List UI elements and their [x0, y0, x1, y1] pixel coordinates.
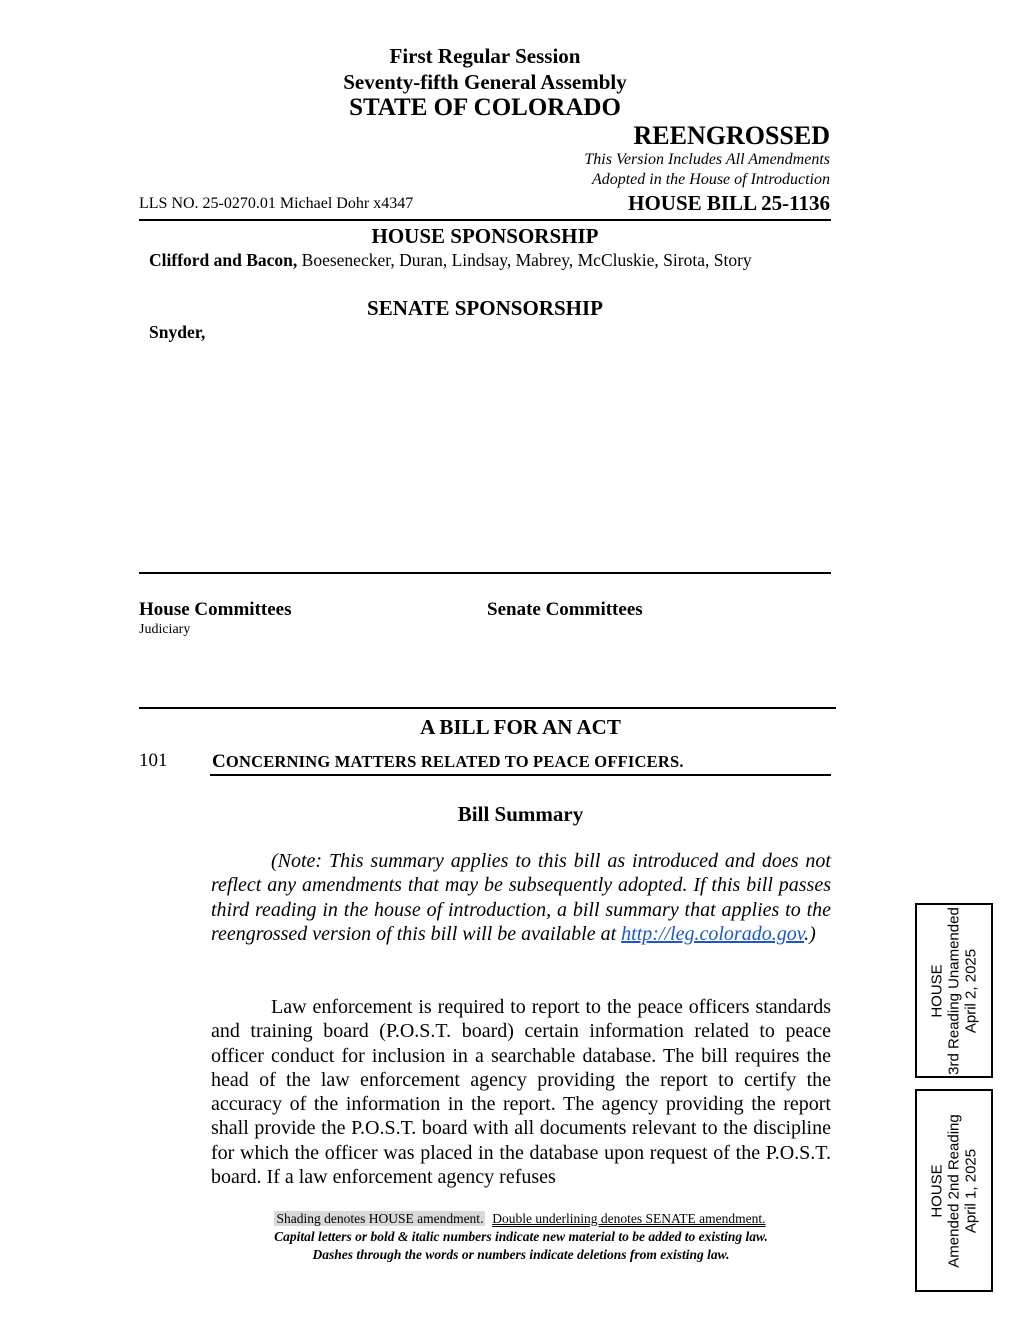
leg-colorado-link[interactable]: http://leg.colorado.gov: [621, 922, 805, 945]
version-label: REENGROSSED: [633, 121, 830, 150]
assembly-label: Seventy-fifth General Assembly: [343, 70, 627, 94]
bill-divider: [139, 707, 836, 709]
line-number: 101: [139, 750, 168, 771]
stamp-date: April 1, 2025: [962, 1148, 980, 1233]
house-sponsors: [149, 250, 752, 271]
summary-note: [211, 849, 831, 946]
bill-number: HOUSE BILL 25-1136: [628, 191, 830, 215]
committees-divider: [139, 572, 831, 574]
house-committees-list: Judiciary: [139, 622, 191, 637]
stamp-chamber: HOUSE: [928, 963, 946, 1018]
stamp-chamber: HOUSE: [928, 1163, 946, 1218]
summary-note-text: (Note: This summary applies to this bill as introduced and does not reflect any amendments that may be subsequently adopted. If this bill passes third reading in the house of introduction, a bill summary that applies to the reengrossed version of this bill will be available at: [211, 850, 831, 945]
senate-underline-note: Double underlining denotes SENATE amendment.: [492, 1211, 766, 1226]
bill-title: [212, 751, 684, 773]
bill-act-heading: A BILL FOR AN ACT: [420, 715, 621, 739]
senate-sponsors: Snyder,: [149, 322, 206, 342]
house-sponsorship-heading: HOUSE SPONSORSHIP: [371, 224, 599, 248]
title-divider: [210, 774, 831, 776]
house-primary-sponsors: Clifford and Bacon,: [149, 250, 298, 270]
capital-letters-note: Capital letters or bold & italic numbers indicate new material to be added to existing law.: [274, 1229, 768, 1244]
bill-title-initial: C: [212, 751, 226, 772]
bill-summary-heading: Bill Summary: [457, 802, 584, 826]
house-committees-heading: House Committees: [139, 599, 292, 620]
session-label: First Regular Session: [389, 44, 581, 68]
house-shading-note: Shading denotes HOUSE amendment.: [276, 1211, 484, 1226]
version-note-line1: This Version Includes All Amendments: [584, 151, 830, 168]
second-reading-stamp: [915, 1089, 993, 1292]
senate-sponsorship-heading: SENATE SPONSORSHIP: [367, 296, 603, 320]
stamp-status: 3rd Reading Unamended: [945, 906, 963, 1075]
stamp-date: April 2, 2025: [962, 948, 980, 1033]
stamp-status: Amended 2nd Reading: [945, 1113, 963, 1268]
state-label: STATE OF COLORADO: [349, 94, 621, 121]
summary-body-text: Law enforcement is required to report to the peace officers standards and training board (P.O.S.T. board) certain information related to peace officer conduct for inclusion in a searchable database. The bill requires the head of the law enforcement agency providing the report to certify the accuracy of the information in the report. The agency providing the report shall provide the P.O.S.T. board with all documents relevant to the discipline for which the officer was placed in the database upon request of the P.O.S.T. board. If a law enforcement agency refuses: [211, 996, 831, 1189]
bill-title-rest: ONCERNING MATTERS RELATED TO PEACE OFFICERS.: [225, 752, 684, 771]
version-note-line2: Adopted in the House of Introduction: [591, 171, 830, 188]
lls-number: LLS NO. 25-0270.01 Michael Dohr x4347: [139, 195, 414, 212]
header-divider: [139, 219, 831, 221]
dashes-note: Dashes through the words or numbers indicate deletions from existing law.: [312, 1247, 730, 1262]
amendment-legend: [0, 1211, 1024, 1227]
house-cosponsors: Boesenecker, Duran, Lindsay, Mabrey, McCluskie, Sirota, Story: [297, 250, 752, 270]
third-reading-stamp: [915, 903, 993, 1078]
summary-body: [211, 995, 831, 1189]
summary-note-end: .): [804, 922, 816, 945]
senate-committees-heading: Senate Committees: [487, 599, 643, 620]
